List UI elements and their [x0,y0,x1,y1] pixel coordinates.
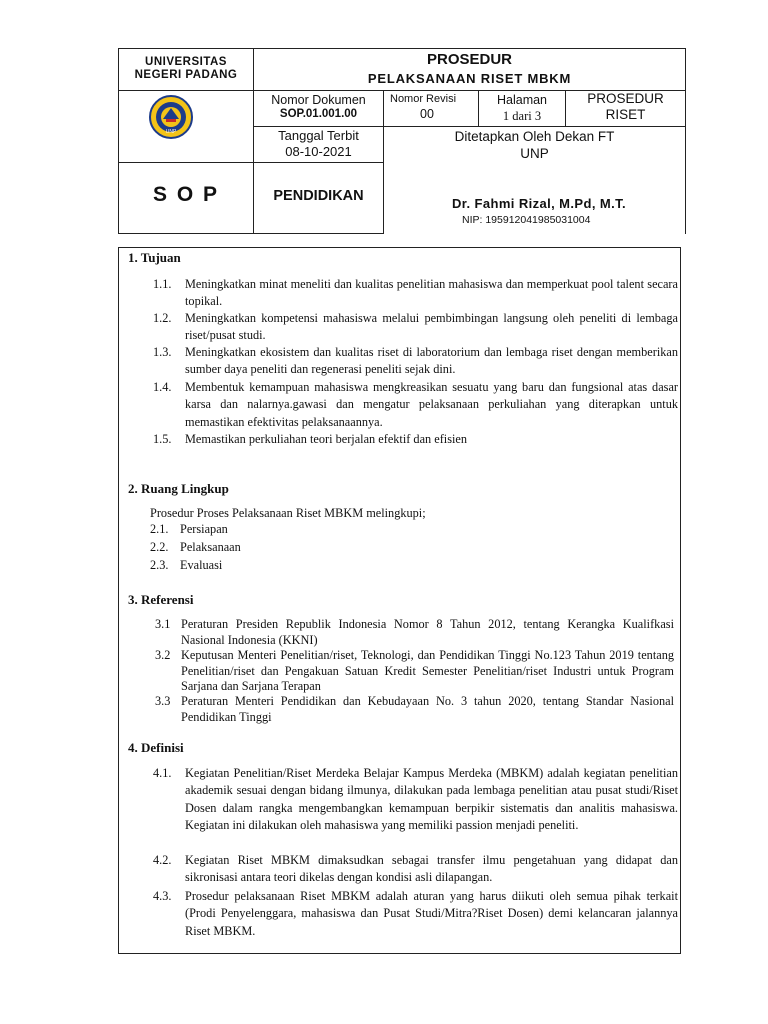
list-item: 4.3. Prosedur pelaksanaan Riset MBKM adalah aturan yang harus diikuti oleh semua pihak terkait (Prodi Penyelenggara, mahasiswa dan Pusat Studi/Mitra?Riset Dosen) demi kelancaran jalannya Riset MBKM. [153,889,678,938]
section-title: 1. Tujuan [128,250,181,265]
list-item: 1.4. Membentuk kemampuan mahasiswa mengkreasikan sesuatu yang baru dan fungsional atas dasar karsa dan nalarnya.gawasi dan mengatur pelaksanaan perkuliahan yang diterapkan untuk memastikan efektivitas pelaksanaannya. [153,380,678,429]
issue-date-value: 08-10-2021 [285,144,352,159]
list-item: 1.5. Memastikan perkuliahan teori berjalan efektif dan efisien [153,432,468,446]
section-title: 3. Referensi [128,592,194,607]
category-label: PROSEDUR RISET [587,91,664,122]
list-item: 2.3. Evaluasi [150,558,223,572]
sop-label: S O P [152,183,220,206]
list-item: 1.1. Meningkatkan minat meneliti dan kualitas penelitian mahasiswa dan memperkuat pool talent secara topikal. [153,277,678,309]
university-logo [149,95,193,139]
unit-label: PENDIDIKAN [273,188,364,204]
list-item: 2.1. Persiapan [150,522,228,536]
revision-label: Nomor Revisi [390,93,457,105]
section-intro: Prosedur Proses Pelaksanaan Riset MBKM melingkupi; [150,506,426,520]
list-item: 2.2. Pelaksanaan [150,540,241,554]
section-title: 4. Definisi [128,740,184,755]
signer-name: Dr. Fahmi Rizal, M.Pd, M.T. [451,196,627,211]
list-item: 3.3 Peraturan Menteri Pendidikan dan Kebudayaan No. 3 tahun 2020, tentang Standar Nasional Pendidikan Tinggi [155,694,674,724]
issue-date-label: Tanggal Terbit [278,128,359,143]
university-name: UNIVERSITAS NEGERI PADANG [134,56,238,82]
procedure-subtitle: PELAKSANAAN RISET MBKM [367,71,572,86]
list-item: 4.2. Kegiatan Riset MBKM dimaksudkan sebagai transfer ilmu pengetahuan yang didapat dan sikronisasi antara teori dikelas dengan kondisi asli dilapangan. [153,853,678,885]
procedure-title: PROSEDUR [426,51,512,68]
list-item: 3.2 Keputusan Menteri Penelitian/riset, Teknologi, dan Pendidikan Tinggi No.123 Tahun 2019 tentang Penelitian/riset dan Pengakuan Satuan Kredit Semester Penelitian/riset Industri untuk Program Sarjana dan Sarjana Terapan [155,648,674,694]
page-value: 1 dari 3 [502,109,542,123]
list-item: 1.3. Meningkatkan ekosistem dan kualitas riset di laboratorium dan lembaga riset dengan memberikan sumber daya peneliti dan regenerasi peneliti sejak dini. [153,345,678,377]
list-item: 4.1. Kegiatan Penelitian/Riset Merdeka Belajar Kampus Merdeka (MBKM) adalah kegiatan penelitian akademik sesuai dengan bidang ilmunya, dilakukan pada lembaga penelitian atau pusat studi/Riset Dosen dalam rangka mengembangkan kemampuan berpikir sistematis dan analitis mahasiswa. Kegiatan ini dilakukan oleh mahasiswa yang memiliki passion menjadi peneliti. [153,766,678,833]
logo-text: UNP [165,129,177,135]
page-label: Halaman [496,93,548,107]
list-item: 3.1 Peraturan Presiden Republik Indonesia Nomor 8 Tahun 2012, tentang Kerangka Kualifkasi Nasional Indonesia (KKNI) [155,617,674,647]
signer-nip: NIP: 195912041985031004 [462,214,591,226]
doc-number-value: SOP.01.001.00 [279,108,358,120]
list-item: 1.2. Meningkatkan kompetensi mahasiswa melalui pembimbingan langsung oleh peneliti di lembaga riset/pusat studi. [153,311,678,343]
revision-value: 00 [420,107,434,121]
doc-number-label: Nomor Dokumen [271,93,366,107]
section-title: 2. Ruang Lingkup [128,481,229,496]
approved-by: Ditetapkan Oleh Dekan FT UNP [454,129,615,161]
